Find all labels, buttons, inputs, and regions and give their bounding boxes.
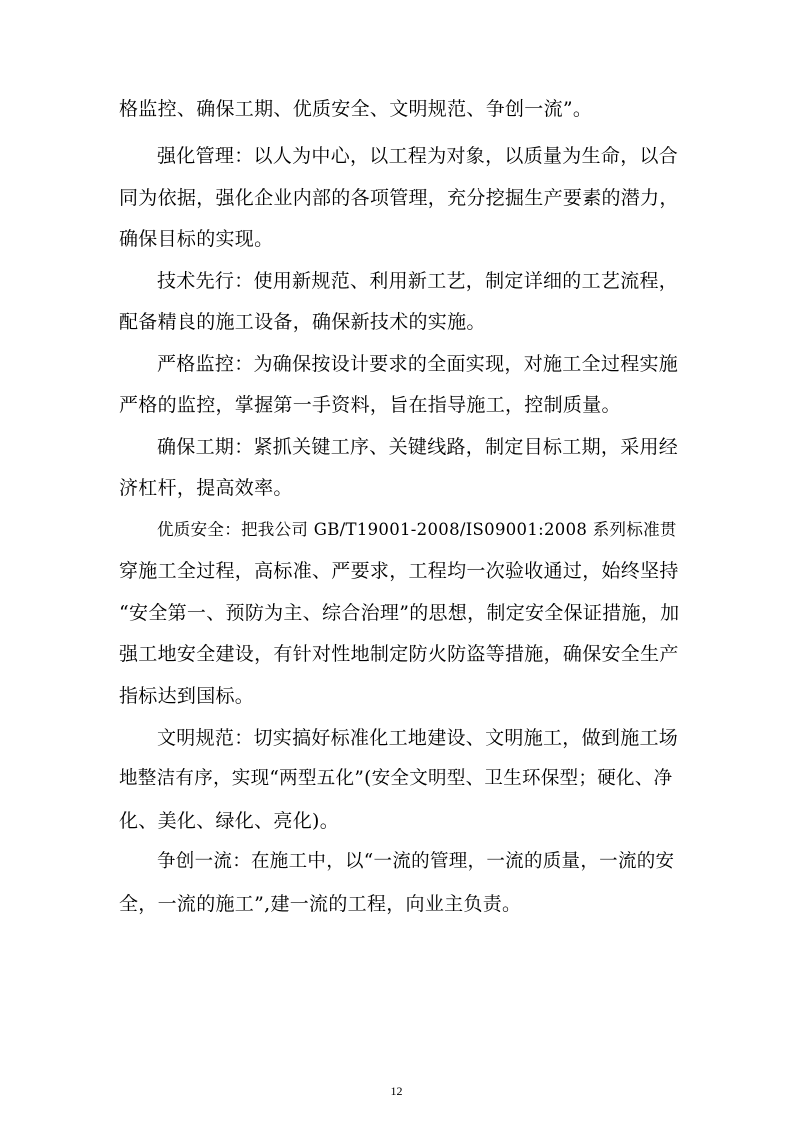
paragraph-schedule-line-1: 确保工期：紧抓关键工序、关键线路，制定目标工期，采用经 [157,436,679,458]
paragraph-quality-safety-line-4: 强工地安全建设，有针对性地制定防火防盗等措施，确保安全生产 [119,643,679,665]
paragraph-continuation-line: 格监控、确保工期、优质安全、文明规范、争创一流”。 [119,98,593,120]
paragraph-civilized-norms-line-2: 地整洁有序，实现“两型五化”(安全文明型、卫生环保型；硬化、净 [119,768,673,789]
paragraph-strengthen-management-line-2: 同为依据，强化企业内部的各项管理，充分挖掘生产要素的潜力， [119,187,679,209]
paragraph-strive-first-class-line-2: 全，一流的施工”,建一流的工程，向业主负责。 [119,893,522,915]
paragraph-quality-safety-line-3: “安全第一、预防为主、综合治理”的思想，制定安全保证措施，加 [119,602,680,624]
paragraph-strive-first-class-line-1: 争创一流：在施工中，以“一流的管理，一流的质量，一流的安 [157,851,675,872]
paragraph-quality-safety-line-1: 优质安全：把我公司 GB/T19001-2008/IS09001:2008 系列标准贯 [157,520,677,539]
paragraph-schedule-line-2: 济杠杆，提高效率。 [119,477,293,499]
paragraph-technology-first-line-2: 配备精良的施工设备，确保新技术的实施。 [119,311,486,333]
paragraph-strengthen-management-line-1: 强化管理：以人为中心，以工程为对象，以质量为生命，以合 [157,145,679,167]
paragraph-strict-monitoring-line-1: 严格监控：为确保按设计要求的全面实现，对施工全过程实施 [157,353,679,375]
paragraph-quality-safety-line-5: 指标达到国标。 [119,685,255,707]
paragraph-quality-safety-line-2: 穿施工全过程，高标准、严要求，工程均一次验收通过，始终坚持 [119,560,679,582]
paragraph-civilized-norms-line-1: 文明规范：切实搞好标准化工地建设、文明施工，做到施工场 [157,727,679,749]
paragraph-strict-monitoring-line-2: 严格的监控，掌握第一手资料，旨在指导施工，控制质量。 [119,394,621,416]
page-number: 12 [390,1084,403,1098]
paragraph-civilized-norms-line-3: 化、美化、绿化、亮化)。 [119,810,340,832]
paragraph-strengthen-management-line-3: 确保目标的实现。 [119,228,274,250]
paragraph-technology-first-line-1: 技术先行：使用新规范、利用新工艺，制定详细的工艺流程， [157,270,679,292]
